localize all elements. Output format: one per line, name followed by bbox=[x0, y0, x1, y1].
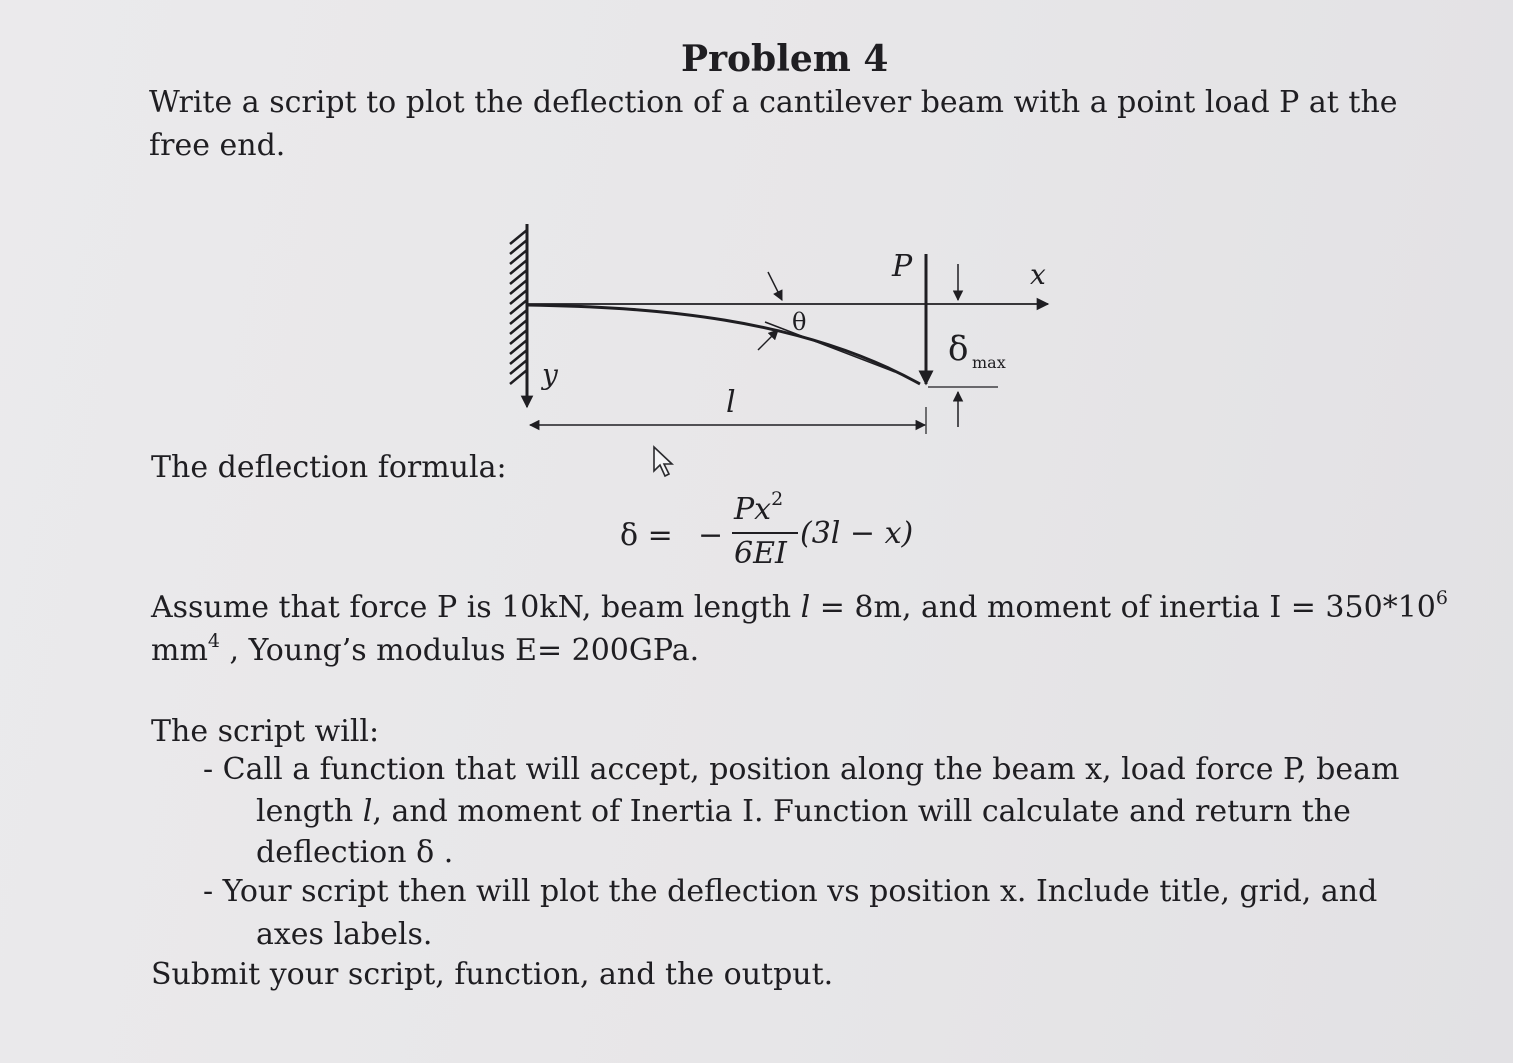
bullet-1-line-2: length l, and moment of Inertia I. Function will calculate and return the bbox=[256, 794, 1351, 829]
formula-denominator: 6EI bbox=[734, 536, 787, 571]
label-P: P bbox=[892, 249, 913, 284]
fixed-wall-support bbox=[510, 224, 527, 397]
formula-label: The deflection formula: bbox=[151, 450, 507, 485]
assumption-line-2: $mm^4$ , Young’s modulus E= 200GPa. bbox=[151, 630, 700, 668]
bullet-1-line-3: deflection δ . bbox=[256, 835, 454, 870]
submit-instruction: Submit your script, function, and the output. bbox=[151, 957, 834, 992]
tangent-line bbox=[765, 322, 895, 372]
assumption-line-1: Assume that force P is 10kN, beam length l = 8m, and moment of inertia $I = 350*10^6$ bbox=[151, 587, 1448, 625]
formula-numerator: Px$^2$ bbox=[734, 488, 784, 527]
fraction-bar bbox=[732, 532, 798, 534]
bullet-2-line-2: axes labels. bbox=[256, 917, 433, 952]
label-l: l bbox=[726, 385, 736, 420]
label-theta: θ bbox=[792, 308, 807, 336]
label-max: max bbox=[972, 353, 1006, 372]
label-y: y bbox=[542, 358, 558, 391]
problem-title: Problem 4 bbox=[681, 38, 889, 80]
formula-factor: (3l − x) bbox=[800, 516, 914, 551]
mouse-cursor-icon bbox=[652, 445, 678, 481]
intro-text-line-1: Write a script to plot the deflection of a cantilever beam with a point load P at the bbox=[149, 85, 1398, 120]
label-x: x bbox=[1030, 258, 1046, 291]
formula-lhs: δ = bbox=[620, 518, 673, 553]
bullet-2-line-1: - Your script then will plot the deflection vs position x. Include title, grid, and bbox=[203, 874, 1378, 909]
cantilever-beam-diagram bbox=[500, 212, 1060, 442]
deflection-formula bbox=[620, 488, 930, 578]
label-delta: δ bbox=[948, 329, 969, 369]
intro-text-line-2: free end. bbox=[149, 128, 286, 163]
formula-minus: − bbox=[698, 518, 724, 553]
deflected-beam-curve bbox=[527, 305, 920, 384]
script-heading: The script will: bbox=[151, 714, 380, 749]
bullet-1-line-1: - Call a function that will accept, position along the beam x, load force P, beam bbox=[203, 752, 1400, 787]
